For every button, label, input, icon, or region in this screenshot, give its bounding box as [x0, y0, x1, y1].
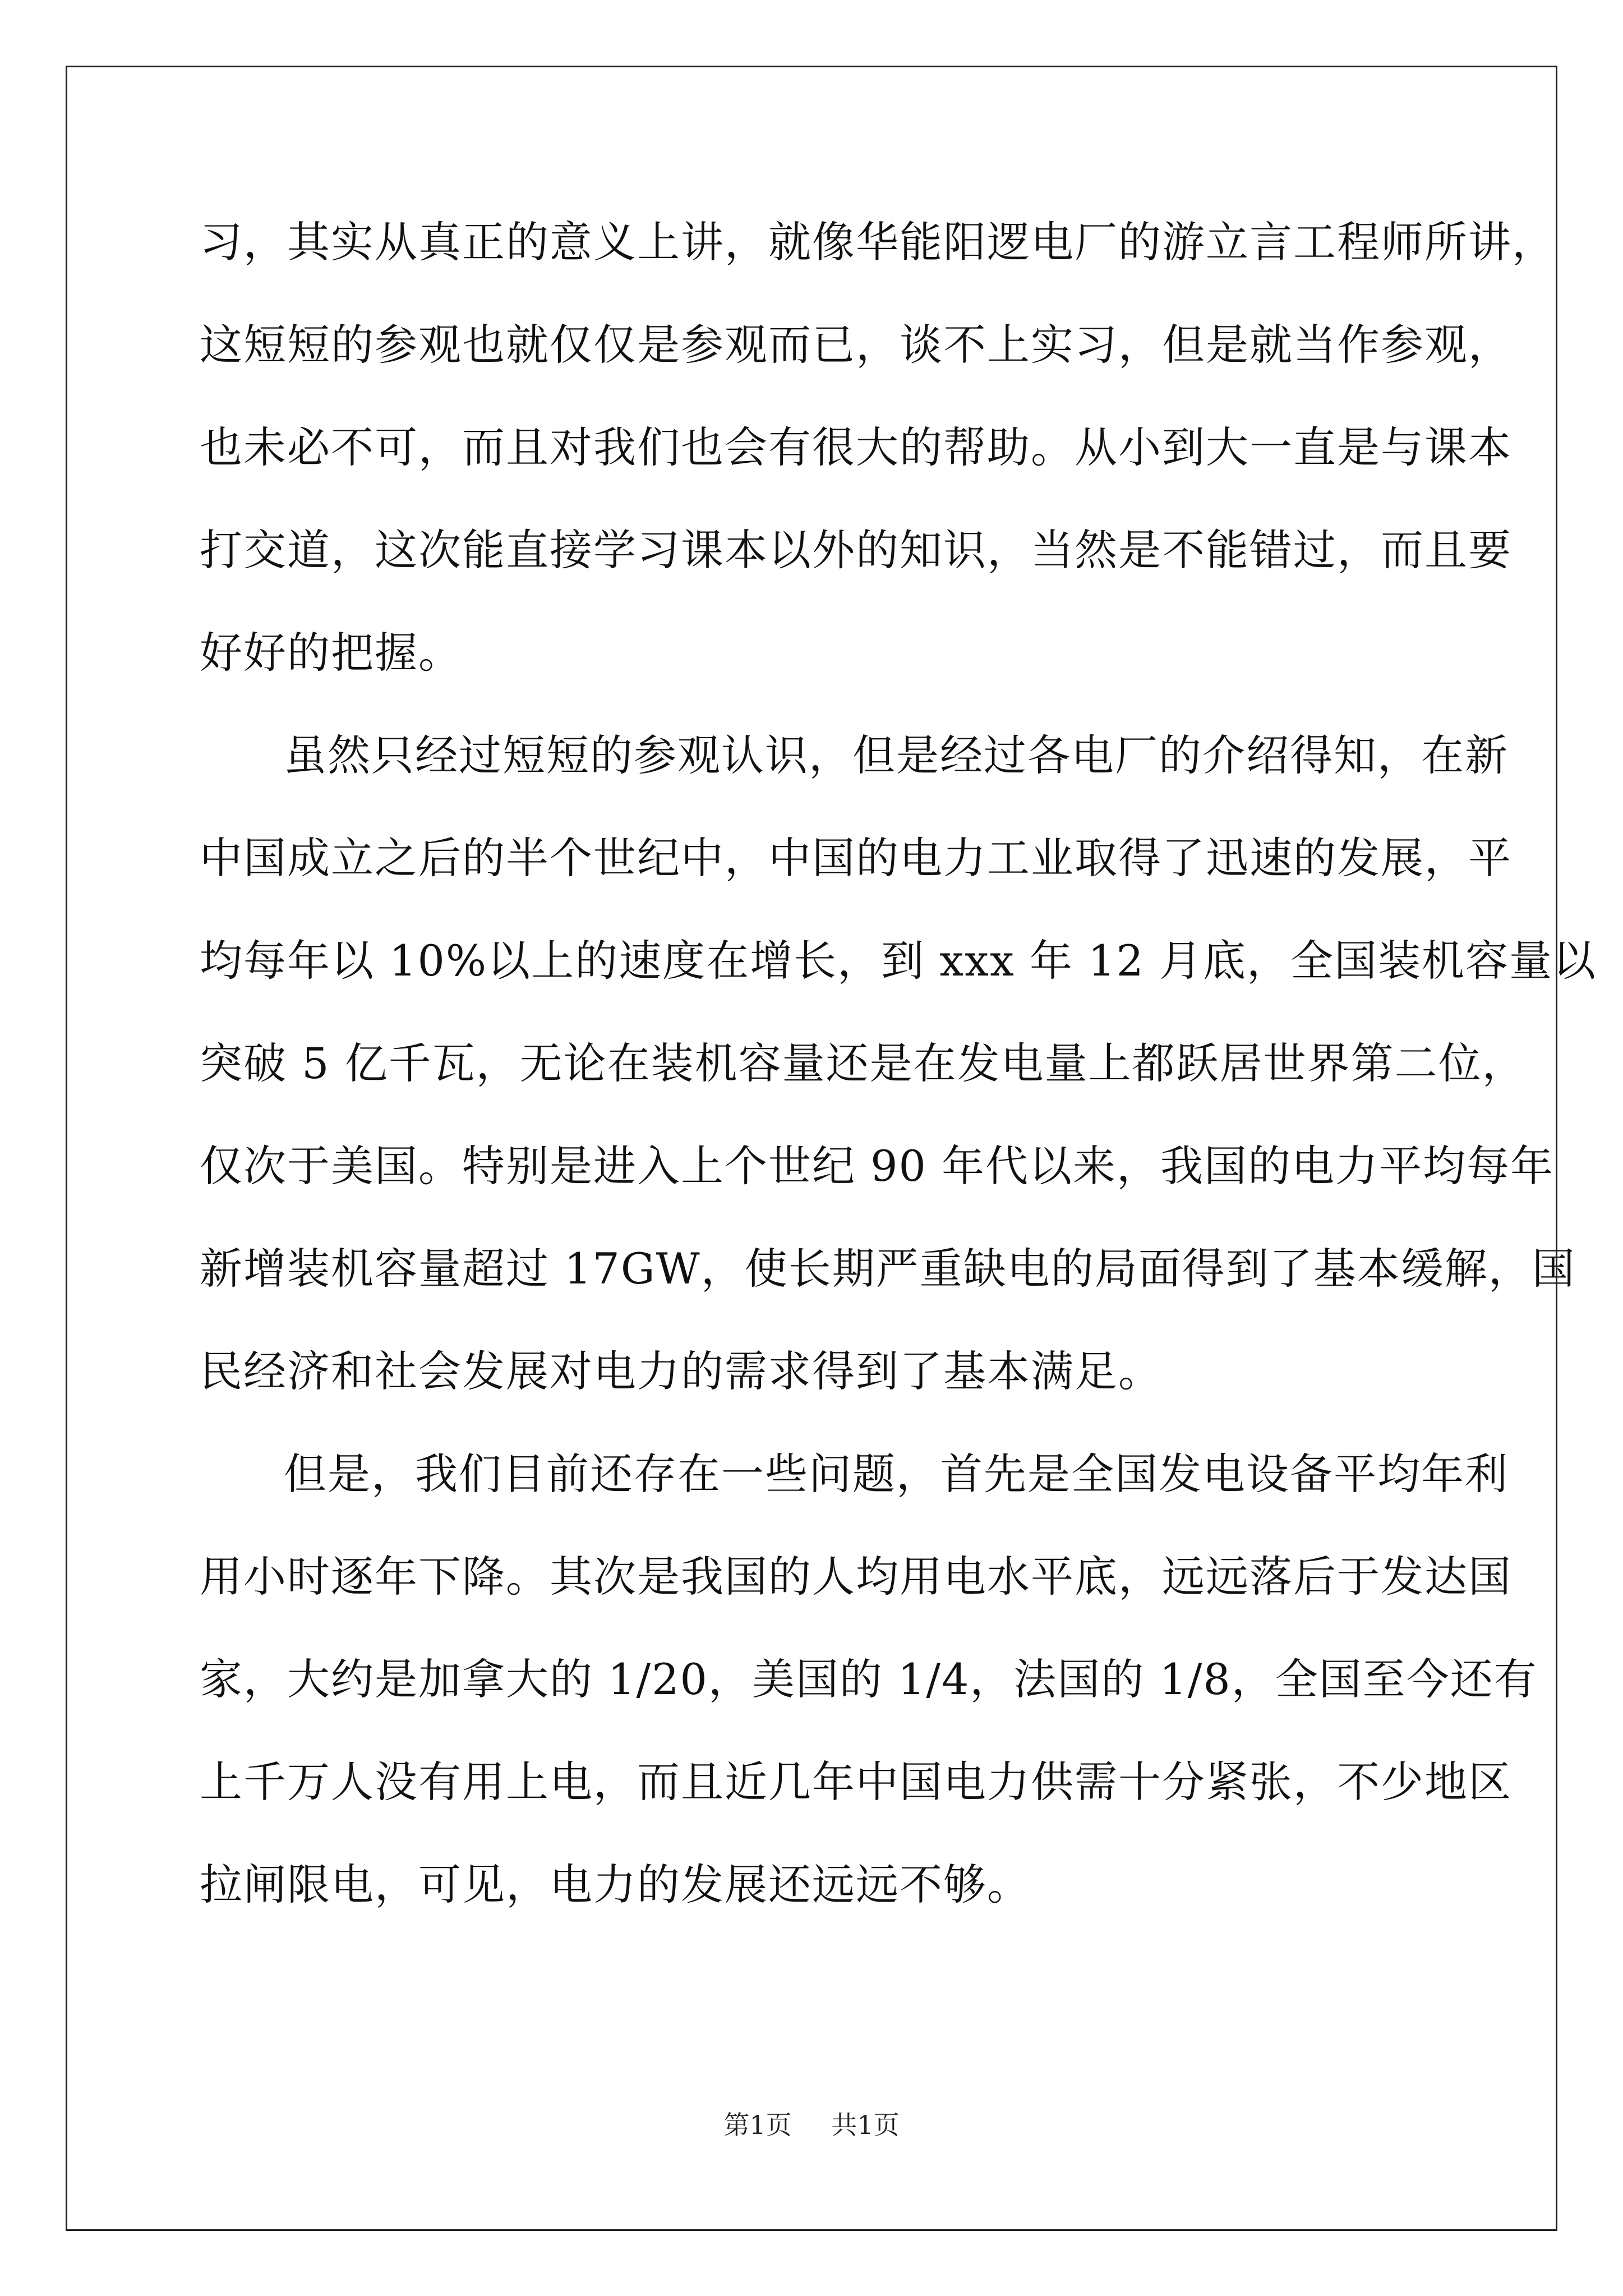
- text-line: 家，大约是加拿大的 1/20，美国的 1/4，法国的 1/8，全国至今还有: [200, 1654, 1538, 1704]
- text-line: 仅次于美国。特别是进入上个世纪 90 年代以来，我国的电力平均每年: [200, 1141, 1555, 1191]
- text-line: 习，其实从真正的意义上讲，就像华能阳逻电厂的游立言工程师所讲，: [200, 217, 1556, 267]
- text-line: 用小时逐年下降。其次是我国的人均用电水平底，远远落后于发达国: [200, 1552, 1512, 1602]
- paragraph-start-line: 虽然只经过短短的参观认识，但是经过各电厂的介绍得知，在新: [284, 730, 1509, 780]
- text-line: 突破 5 亿千瓦，无论在装机容量还是在发电量上都跃居世界第二位，: [200, 1038, 1526, 1088]
- page-number-total: 共1页: [831, 2110, 900, 2140]
- page-number-current: 第1页: [723, 2110, 792, 2140]
- text-line: 均每年以 10%以上的速度在增长，到 xxx 年 12 月底，全国装机容量以: [200, 936, 1597, 986]
- page-footer: [0, 2108, 1623, 2142]
- text-line: 打交道，这次能直接学习课本以外的知识，当然是不能错过，而且要: [200, 525, 1512, 575]
- text-line: 上千万人没有用上电，而且近几年中国电力供需十分紧张，不少地区: [200, 1757, 1512, 1807]
- text-line: 这短短的参观也就仅仅是参观而已，谈不上实习，但是就当作参观，: [200, 320, 1512, 370]
- text-line: 也未必不可，而且对我们也会有很大的帮助。从小到大一直是与课本: [200, 422, 1512, 472]
- document-body: [200, 191, 1597, 1936]
- text-line: 民经济和社会发展对电力的需求得到了基本满足。: [200, 1346, 1162, 1396]
- text-line: 拉闸限电，可见，电力的发展还远远不够。: [200, 1860, 1031, 1910]
- text-line: 好好的把握。: [200, 628, 462, 678]
- text-line: 中国成立之后的半个世纪中，中国的电力工业取得了迅速的发展，平: [200, 833, 1512, 883]
- text-line: 新增装机容量超过 17GW，使长期严重缺电的局面得到了基本缓解，国: [200, 1244, 1576, 1294]
- paragraph-start-line: 但是，我们目前还存在一些问题，首先是全国发电设备平均年利: [284, 1449, 1509, 1499]
